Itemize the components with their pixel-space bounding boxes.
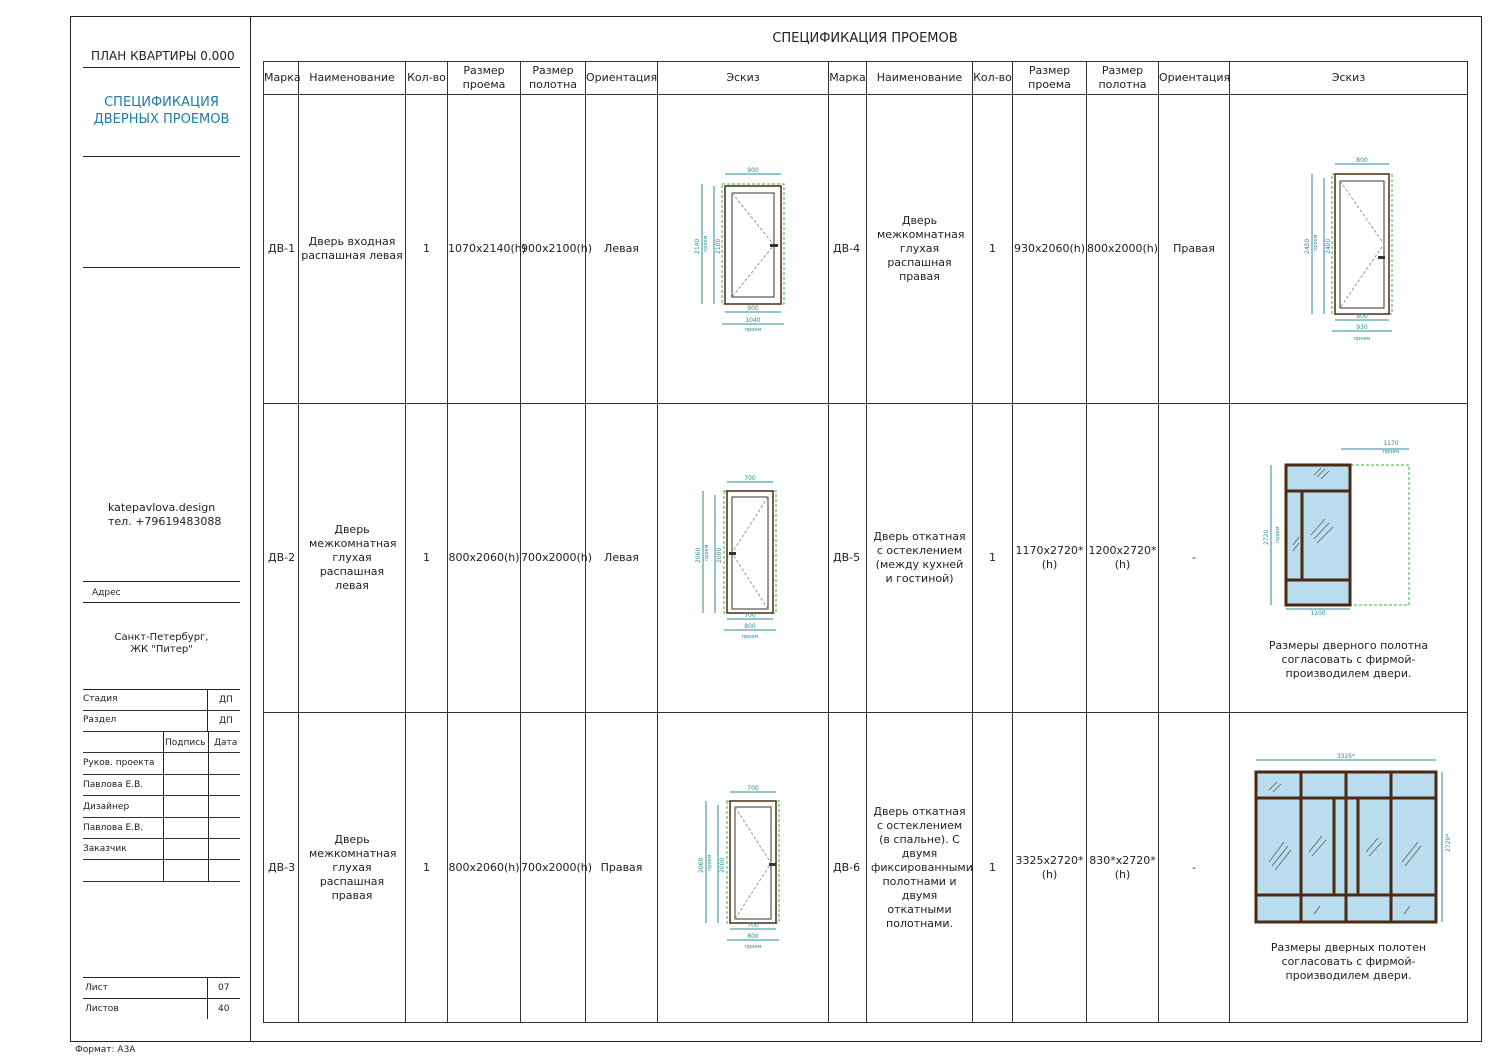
table-title: СПЕЦИФИКАЦИЯ ПРОЕМОВ xyxy=(772,31,958,46)
role-1: Руков. проекта xyxy=(83,758,155,768)
dim-bottom2: 800 xyxy=(747,932,759,940)
role-4: Павлова Е.В. xyxy=(83,823,144,833)
spec-table xyxy=(263,61,1468,1023)
door-sketch-dv3 xyxy=(693,783,793,953)
dim-bottom2: 800 xyxy=(744,623,756,630)
name-cell: Дверь межкомнатная глухая распашная правая xyxy=(867,95,973,404)
opening-cell: 1170x2720*(h) xyxy=(1013,404,1087,713)
orient-cell: Правая xyxy=(1159,95,1230,404)
leaf-cell: 800x2000(h) xyxy=(1087,95,1159,404)
qty-cell: 1 xyxy=(406,404,448,713)
dim-left-sub: проем xyxy=(704,544,710,561)
dim-top: 3325* xyxy=(1336,753,1355,760)
mark-cell: ДВ-6 xyxy=(829,713,867,1023)
col-header: Эскиз xyxy=(1230,62,1468,95)
dim-top: 1170 xyxy=(1382,440,1399,447)
dim-top: 900 xyxy=(747,167,759,174)
col-header: Кол-во xyxy=(973,62,1013,95)
col-header: Эскиз xyxy=(658,62,829,95)
dim-bottom: 1200 xyxy=(1309,610,1326,617)
sketch-note: Размеры дверного полотна согласовать с фирмой-производилем двери. xyxy=(1268,639,1429,680)
phone: тел. +79619483088 xyxy=(108,515,222,528)
orient-cell: - xyxy=(1159,713,1230,1023)
opening-cell: 1070x2140(h) xyxy=(448,95,521,404)
leaf-cell: 700x2000(h) xyxy=(521,404,586,713)
opening-cell: 800x2060(h) xyxy=(448,404,521,713)
sheet-value: 07 xyxy=(218,983,230,993)
name-cell: Дверь входная распашная левая xyxy=(299,95,406,404)
mark-cell: ДВ-5 xyxy=(829,404,867,713)
dim-top-sub: проем xyxy=(1382,449,1399,455)
dim-left1: 2060 xyxy=(695,547,702,563)
opening-cell: 930x2060(h) xyxy=(1013,95,1087,404)
qty-cell: 1 xyxy=(973,95,1013,404)
dim-bottom1: 700 xyxy=(747,921,759,929)
address-line2: ЖК "Питер" xyxy=(130,644,193,655)
orient-cell: - xyxy=(1159,404,1230,713)
leaf-cell: 900x2100(h) xyxy=(521,95,586,404)
dim-left2: 2100 xyxy=(715,238,722,254)
address-label: Адрес xyxy=(92,588,121,598)
col-header: Марка xyxy=(264,62,299,95)
opening-cell: 3325x2720*(h) xyxy=(1013,713,1087,1023)
website: katepavlova.design xyxy=(108,501,216,514)
dim-left2: 2000 xyxy=(716,547,723,563)
stage-label: Стадия xyxy=(83,694,118,704)
format-label: Формат: А3А xyxy=(75,1045,136,1055)
sketch-cell xyxy=(1230,95,1468,404)
dim-left2: 2400 xyxy=(1324,238,1332,254)
col-header: Ориентация xyxy=(586,62,658,95)
dim-left1: 2450 xyxy=(1303,238,1311,254)
dim-bottom2: 930 xyxy=(1355,324,1368,331)
dim-left1: 2060 xyxy=(698,857,705,873)
role-3: Дизайнер xyxy=(83,802,130,812)
col-header: Размер проема xyxy=(448,62,521,95)
dim-left1: 2140 xyxy=(694,238,701,254)
date-label: Дата xyxy=(214,738,238,748)
table-row xyxy=(264,404,1468,713)
door-sketch-dv1 xyxy=(688,164,798,334)
sketch-cell xyxy=(1230,713,1468,1023)
sketch-cell xyxy=(658,95,829,404)
dim-left2: 2000 xyxy=(719,857,726,873)
orient-cell: Правая xyxy=(586,713,658,1023)
address-line1: Санкт-Петербург, xyxy=(114,632,209,643)
door-sketch-dv2 xyxy=(693,473,793,643)
plan-title: ПЛАН КВАРТИРЫ 0.000 xyxy=(91,49,235,63)
section-value: ДП xyxy=(219,716,233,726)
dim-left: 2720 xyxy=(1262,529,1270,545)
dim-bottom1: 900 xyxy=(747,305,759,312)
qty-cell: 1 xyxy=(406,713,448,1023)
mark-cell: ДВ-4 xyxy=(829,95,867,404)
table-header xyxy=(264,62,1468,95)
dim-bottom-sub: проем xyxy=(744,327,762,333)
mark-cell: ДВ-3 xyxy=(264,713,299,1023)
door-sketch-dv5 xyxy=(1259,435,1439,625)
col-header: Размер проема xyxy=(1013,62,1087,95)
name-cell: Дверь межкомнатная глухая распашная левая xyxy=(299,404,406,713)
spec-title-line2: ДВЕРНЫХ ПРОЕМОВ xyxy=(93,112,230,127)
leaf-cell: 830*x2720*(h) xyxy=(1087,713,1159,1023)
stage-value: ДП xyxy=(219,695,233,705)
sheets-value: 40 xyxy=(218,1004,230,1014)
table-row xyxy=(264,713,1468,1023)
sheets-label: Листов xyxy=(85,1004,119,1014)
sheet-label: Лист xyxy=(85,983,108,993)
col-header: Наименование xyxy=(299,62,406,95)
dim-top: 700 xyxy=(744,475,756,482)
leaf-cell: 700x2000(h) xyxy=(521,713,586,1023)
section-label: Раздел xyxy=(83,715,117,725)
sign-label: Подпись xyxy=(165,738,206,748)
name-cell: Дверь межкомнатная глухая распашная правая xyxy=(299,713,406,1023)
qty-cell: 1 xyxy=(973,713,1013,1023)
door-sketch-dv6 xyxy=(1244,752,1454,927)
dim-left-sub: проем xyxy=(1312,234,1319,251)
dim-left-sub: проем xyxy=(703,235,709,252)
dim-left-sub: проем xyxy=(707,854,713,871)
door-sketch-dv4 xyxy=(1294,154,1404,344)
dim-top: 800 xyxy=(1355,157,1368,164)
sketch-cell xyxy=(658,404,829,713)
mark-cell: ДВ-2 xyxy=(264,404,299,713)
col-header: Наименование xyxy=(867,62,973,95)
dim-bottom2: 1040 xyxy=(745,317,761,324)
col-header: Кол-во xyxy=(406,62,448,95)
col-header: Ориентация xyxy=(1159,62,1230,95)
leaf-cell: 1200x2720*(h) xyxy=(1087,404,1159,713)
mark-cell: ДВ-1 xyxy=(264,95,299,404)
sketch-cell xyxy=(1230,404,1468,713)
name-cell: Дверь откатная с остеклением (в спальне). С двумя фиксированными полотнами и двумя откатными полотнами. xyxy=(867,713,973,1023)
sketch-cell xyxy=(658,713,829,1023)
col-header: Размер полотна xyxy=(521,62,586,95)
name-cell: Дверь откатная с остеклением (между кухней и гостиной) xyxy=(867,404,973,713)
qty-cell: 1 xyxy=(406,95,448,404)
orient-cell: Левая xyxy=(586,95,658,404)
dim-bottom-sub: проем xyxy=(1353,336,1370,342)
dim-right: 2720* xyxy=(1444,833,1452,852)
table-row xyxy=(264,95,1468,404)
role-2: Павлова Е.В. xyxy=(83,780,144,790)
dim-top: 700 xyxy=(747,784,759,792)
col-header: Марка xyxy=(829,62,867,95)
sketch-note: Размеры дверных полотен согласовать с фирмой-производилем двери. xyxy=(1270,941,1427,982)
dim-left-sub: проем xyxy=(1274,526,1281,543)
spec-title-line1: СПЕЦИФИКАЦИЯ xyxy=(104,95,219,110)
role-5: Заказчик xyxy=(83,844,127,854)
orient-cell: Левая xyxy=(586,404,658,713)
opening-cell: 800x2060(h) xyxy=(448,713,521,1023)
dim-bottom1: 700 xyxy=(744,612,756,619)
dim-bottom-sub: проем xyxy=(744,943,762,950)
dim-bottom1: 800 xyxy=(1355,313,1368,320)
dim-bottom-sub: проем xyxy=(741,634,759,640)
qty-cell: 1 xyxy=(973,404,1013,713)
col-header: Размер полотна xyxy=(1087,62,1159,95)
